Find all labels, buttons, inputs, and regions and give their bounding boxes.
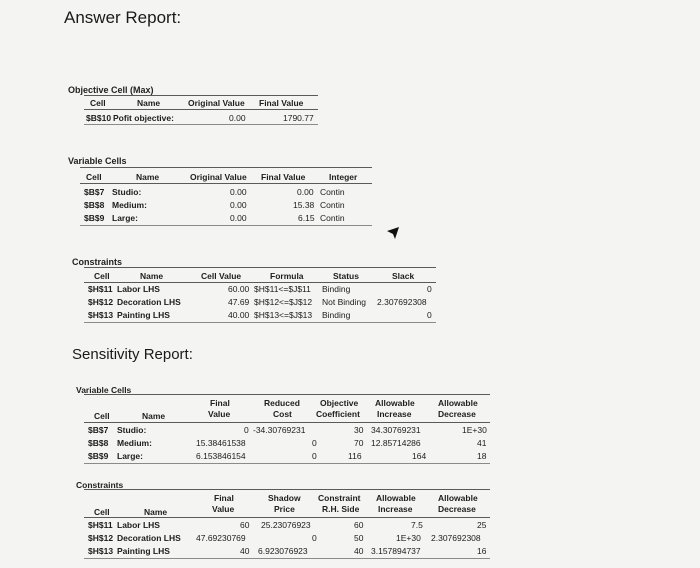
answer-constraint-status: Binding [322, 310, 351, 320]
objective-name: Pofit objective: [113, 113, 174, 123]
answer-variable-row-final: 0.00 [297, 187, 314, 197]
sens-con-row-dec: 25 [477, 520, 487, 530]
sens-con-header-increase: Increase [378, 504, 413, 514]
sens-con-row-inc: 3.157894737 [371, 546, 421, 556]
answer-variable-row-final: 15.38 [293, 200, 315, 210]
sens-var-header-coefficient: Coefficient [316, 409, 360, 419]
answer-variable-row-integer: Contin [320, 200, 345, 210]
objective-top-rule [84, 95, 318, 96]
answer-constraint-name: Decoration LHS [117, 297, 181, 307]
answer-variable-row-name: Studio: [112, 187, 142, 197]
sensitivity-constraints-header-rule [84, 517, 490, 518]
answer-constraint-slack: 2.307692308 [377, 297, 427, 307]
answer-constraint-name: Painting LHS [117, 310, 170, 320]
answer-constraint-formula: $H$12<=$J$12 [254, 297, 313, 307]
sens-con-header-constraint: Constraint [318, 493, 361, 503]
objective-final: 1790.77 [283, 113, 314, 123]
answer-variable-header-integer: Integer [329, 172, 358, 182]
sens-var-row-name: Large: [117, 451, 143, 461]
answer-variable-row-original: 0.00 [230, 187, 247, 197]
answer-variable-header-cell: Cell [86, 172, 102, 182]
sens-con-row-name: Decoration LHS [117, 533, 181, 543]
answer-variable-header-name: Name [136, 172, 160, 182]
answer-constraint-name: Labor LHS [117, 284, 160, 294]
sens-con-row-inc: 1E+30 [396, 533, 421, 543]
sens-var-row-reduced: 0 [312, 451, 317, 461]
sensitivity-report-title: Sensitivity Report: [72, 346, 193, 363]
answer-variable-bottom-rule [80, 225, 372, 226]
sens-con-header-cell: Cell [94, 507, 110, 517]
sens-var-row-final: 0 [244, 425, 249, 435]
answer-constraint-slack: 0 [427, 284, 432, 294]
answer-variable-row-cell: $B$9 [84, 213, 105, 223]
sensitivity-variable-bottom-rule [84, 463, 490, 464]
answer-constraints-top-rule [84, 267, 436, 268]
sensitivity-variable-header-rule [84, 422, 490, 423]
objective-header-final: Final Value [259, 98, 304, 108]
answer-variable-row-name: Medium: [112, 200, 147, 210]
answer-constraints-header-name: Name [140, 271, 164, 281]
objective-header-original: Original Value [188, 98, 245, 108]
sens-con-header-final: Final [214, 493, 234, 503]
answer-variable-row-cell: $B$8 [84, 200, 105, 210]
answer-variable-row-integer: Contin [320, 187, 345, 197]
sens-var-row-reduced: -34.30769231 [253, 425, 306, 435]
answer-variable-row-original: 0.00 [230, 213, 247, 223]
sens-con-header-rhs: R.H. Side [322, 504, 360, 514]
answer-variable-label: Variable Cells [68, 156, 127, 166]
answer-variable-row-original: 0.00 [230, 200, 247, 210]
answer-constraint-value: 47.69 [228, 297, 250, 307]
sens-con-row-cell: $H$12 [88, 533, 114, 543]
sens-con-header-shadow: Shadow [268, 493, 301, 503]
answer-constraints-header-status: Status [333, 271, 359, 281]
sens-var-row-cell: $B$9 [88, 451, 109, 461]
objective-header-name: Name [137, 98, 161, 108]
objective-cell: $B$10 [86, 113, 112, 123]
sens-var-header-final: Final [210, 398, 230, 408]
answer-constraint-status: Not Binding [322, 297, 366, 307]
sensitivity-variable-label: Variable Cells [76, 385, 132, 395]
answer-constraint-formula: $H$13<=$J$13 [254, 310, 313, 320]
answer-variable-row-final: 6.15 [298, 213, 315, 223]
answer-constraint-cell: $H$13 [88, 310, 114, 320]
answer-constraint-cell: $H$12 [88, 297, 114, 307]
objective-header-rule [84, 109, 318, 110]
sens-var-header-reduced: Reduced [264, 398, 300, 408]
sens-con-header-price: Price [274, 504, 295, 514]
sens-var-header-name: Name [142, 411, 166, 421]
sens-con-row-dec: 2.307692308 [431, 533, 481, 543]
sens-con-row-cell: $H$11 [88, 520, 113, 530]
answer-report-title: Answer Report: [64, 8, 182, 27]
sens-con-row-shadow: 0 [312, 533, 317, 543]
answer-constraints-header-value: Cell Value [201, 271, 242, 281]
sens-var-row-name: Studio: [117, 425, 147, 435]
answer-constraints-header-rule [84, 282, 436, 283]
sens-var-row-dec: 1E+30 [462, 425, 487, 435]
answer-variable-header-original: Original Value [190, 172, 247, 182]
answer-constraints-label: Constraints [72, 257, 123, 267]
sens-con-row-final: 40 [240, 546, 250, 556]
sens-con-row-rhs: 50 [354, 533, 364, 543]
sens-con-header-decrease: Decrease [438, 504, 476, 514]
sens-var-row-coef: 116 [348, 451, 362, 461]
sens-con-row-name: Labor LHS [117, 520, 160, 530]
sensitivity-constraints-bottom-rule [84, 558, 490, 559]
sens-con-row-name: Painting LHS [117, 546, 170, 556]
sens-var-row-inc: 164 [412, 451, 427, 461]
answer-constraint-cell: $H$11 [88, 284, 113, 294]
sens-var-header-allow-dec: Allowable [438, 398, 478, 408]
sens-con-row-final: 47.69230769 [196, 533, 246, 543]
answer-constraints-header-formula: Formula [270, 271, 304, 281]
sens-var-header-objective: Objective [320, 398, 359, 408]
answer-variable-header-final: Final Value [261, 172, 306, 182]
answer-constraints-header-slack: Slack [392, 271, 415, 281]
answer-constraints-header-cell: Cell [94, 271, 110, 281]
sens-con-header-value: Value [212, 504, 235, 514]
sens-var-row-cell: $B$7 [88, 425, 109, 435]
sens-var-row-dec: 18 [477, 451, 487, 461]
cursor-arrow-icon [386, 226, 400, 240]
sensitivity-constraints-top-rule [84, 489, 490, 490]
sens-var-header-value: Value [208, 409, 231, 419]
sens-var-header-cell: Cell [94, 411, 110, 421]
objective-bottom-rule [84, 124, 318, 125]
answer-constraints-bottom-rule [84, 322, 436, 323]
sens-var-row-final: 6.153846154 [196, 451, 246, 461]
answer-constraint-slack: 0 [427, 310, 432, 320]
sens-var-header-cost: Cost [273, 409, 292, 419]
answer-variable-row-name: Large: [112, 213, 138, 223]
sens-var-row-cell: $B$8 [88, 438, 109, 448]
sens-var-row-coef: 70 [354, 438, 364, 448]
sens-var-header-increase: Increase [377, 409, 412, 419]
answer-variable-row-cell: $B$7 [84, 187, 105, 197]
sens-var-header-allow-inc: Allowable [375, 398, 415, 408]
sens-var-row-name: Medium: [117, 438, 152, 448]
sens-con-row-rhs: 60 [354, 520, 364, 530]
sens-var-row-reduced: 0 [312, 438, 317, 448]
sens-con-row-rhs: 40 [354, 546, 364, 556]
answer-constraint-value: 40.00 [228, 310, 250, 320]
sens-con-row-inc: 7.5 [411, 520, 423, 530]
answer-constraint-value: 60.00 [228, 284, 250, 294]
answer-variable-header-rule [80, 183, 372, 184]
sens-var-row-inc: 34.30769231 [371, 425, 421, 435]
objective-original: 0.00 [229, 113, 246, 123]
sens-con-header-name: Name [144, 507, 168, 517]
sens-con-header-allow-dec: Allowable [438, 493, 478, 503]
answer-variable-row-integer: Contin [320, 213, 345, 223]
sensitivity-constraints-label: Constraints [76, 480, 124, 490]
answer-constraint-formula: $H$11<=$J$11 [254, 284, 311, 294]
sens-var-row-dec: 41 [477, 438, 487, 448]
sens-con-row-cell: $H$13 [88, 546, 114, 556]
sensitivity-variable-top-rule [84, 394, 490, 395]
objective-header-cell: Cell [90, 98, 106, 108]
sens-con-header-allow-inc: Allowable [376, 493, 416, 503]
sens-con-row-shadow: 25.23076923 [261, 520, 311, 530]
sens-var-row-coef: 30 [354, 425, 364, 435]
sens-con-row-final: 60 [240, 520, 250, 530]
sens-var-row-final: 15.38461538 [196, 438, 246, 448]
answer-constraint-status: Binding [322, 284, 351, 294]
sens-var-row-inc: 12.85714286 [371, 438, 421, 448]
sens-con-row-shadow: 6.923076923 [258, 546, 308, 556]
answer-variable-top-rule [80, 167, 372, 168]
objective-section-label: Objective Cell (Max) [68, 85, 154, 95]
sens-con-row-dec: 16 [477, 546, 487, 556]
sens-var-header-decrease: Decrease [438, 409, 476, 419]
